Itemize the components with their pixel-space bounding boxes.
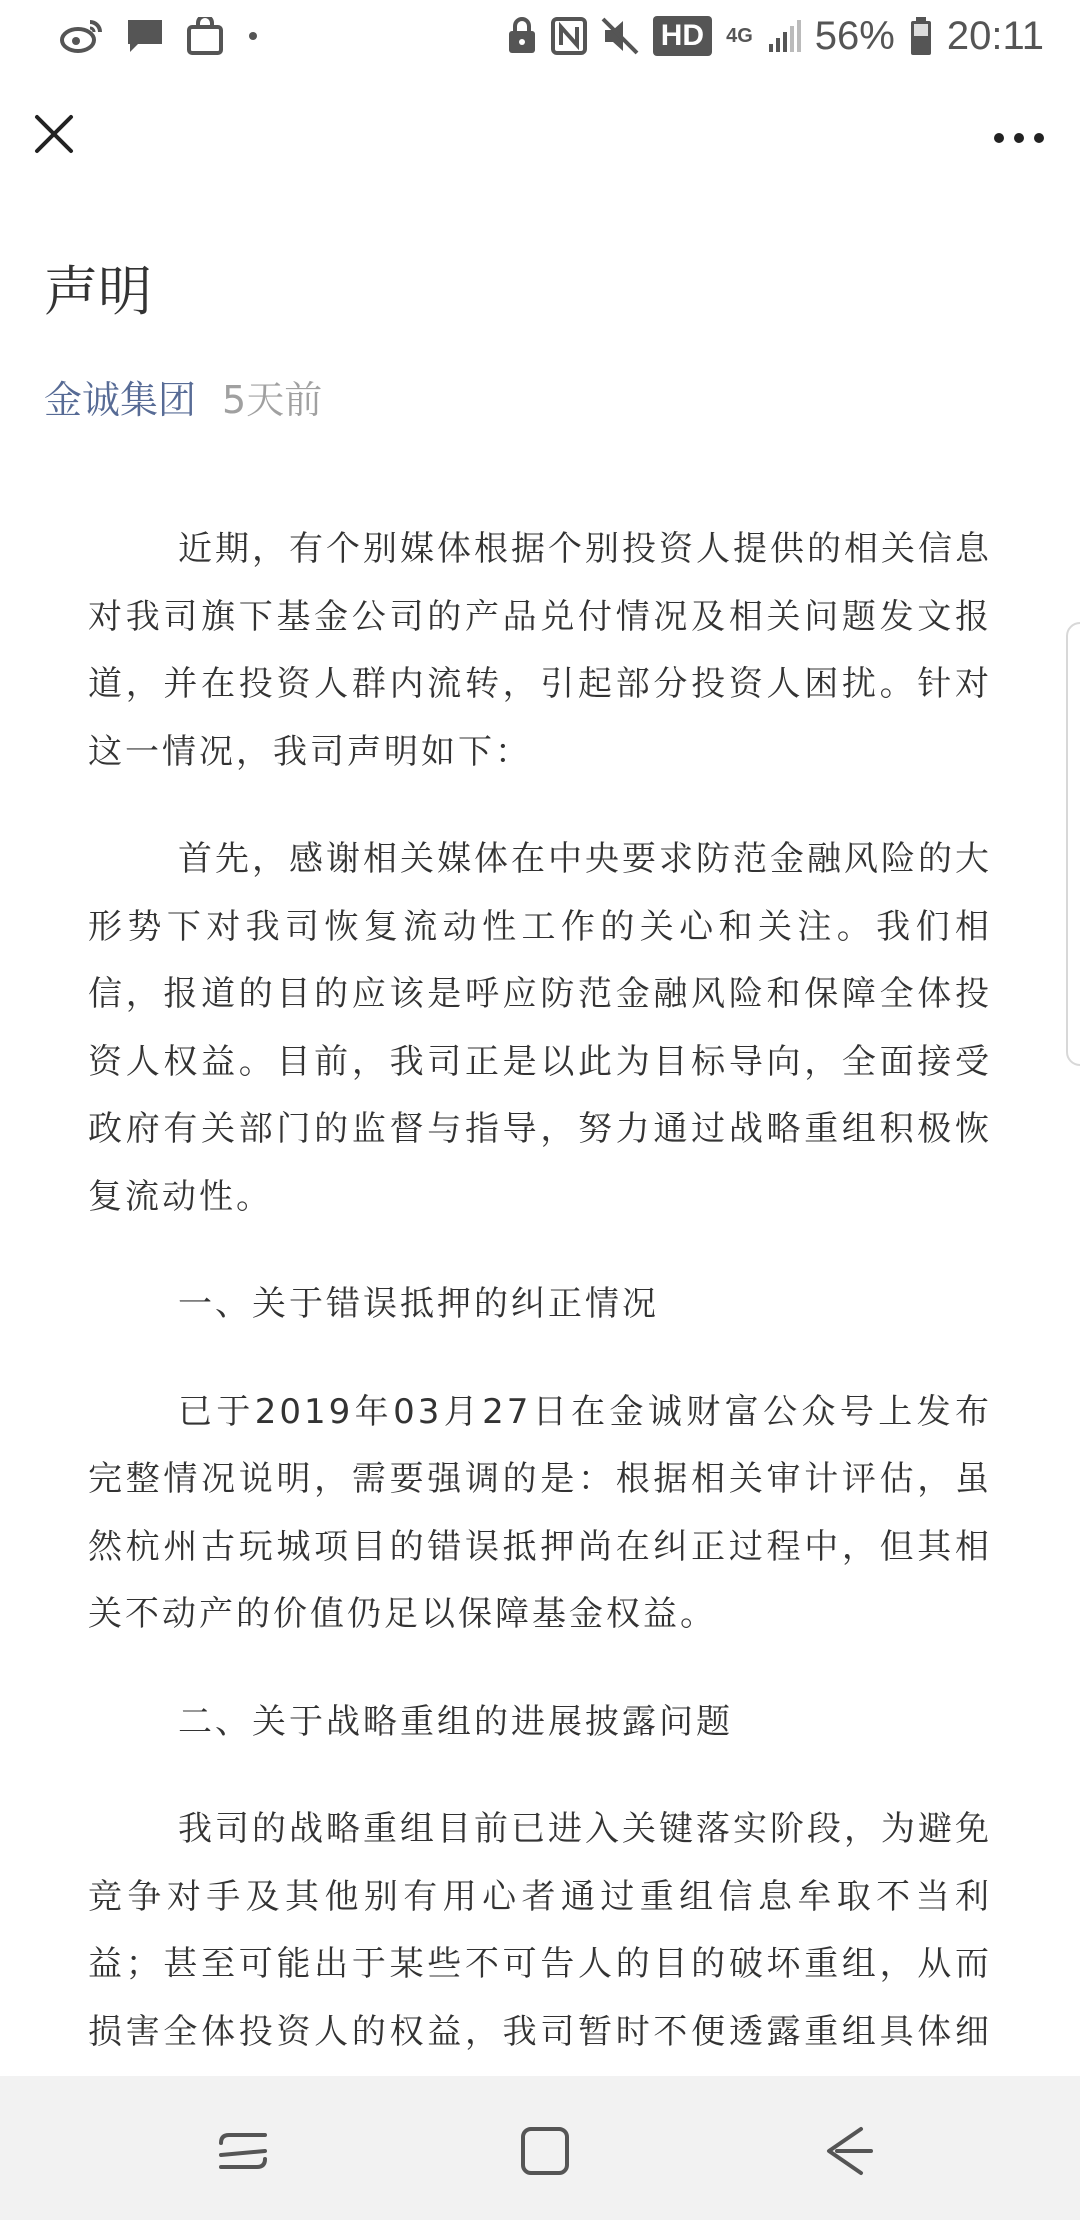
publish-time: 5天前 bbox=[222, 378, 323, 422]
article-body bbox=[88, 516, 992, 2174]
home-icon bbox=[517, 2123, 573, 2179]
status-right-icons bbox=[507, 12, 1044, 60]
recent-apps-icon bbox=[215, 2123, 271, 2179]
hd-badge: HD bbox=[653, 16, 712, 56]
navigation-bar bbox=[0, 2076, 1080, 2220]
back-icon bbox=[821, 2123, 877, 2179]
clock: 20:11 bbox=[946, 14, 1044, 58]
network-type: 4G bbox=[726, 25, 753, 47]
close-button[interactable] bbox=[26, 106, 82, 162]
battery-icon bbox=[909, 16, 933, 56]
weibo-icon bbox=[60, 18, 104, 54]
paragraph: 近期，有个别媒体根据个别投资人提供的相关信息对我司旗下基金公司的产品兑付情况及相关问题发文报道，并在投资人群内流转，引起部分投资人困扰。针对这一情况，我司声明如下： bbox=[88, 529, 992, 772]
more-options-button[interactable] bbox=[984, 110, 1054, 166]
nfc-icon bbox=[551, 17, 587, 55]
paragraph: 已于2019年03月27日在金诚财富公众号上发布完整情况说明，需要强调的是：根据相关审计评估，虽然杭州古玩城项目的错误抵押尚在纠正过程中，但其相关不动产的价值仍足以保障基金权益。 bbox=[88, 1391, 992, 1634]
section-heading: 一、关于错误抵押的纠正情况 bbox=[178, 1284, 659, 1324]
more-dots-icon bbox=[993, 132, 1045, 144]
status-bar bbox=[0, 0, 1080, 72]
section-heading: 二、关于战略重组的进展披露问题 bbox=[178, 1701, 733, 1742]
article-meta bbox=[44, 372, 322, 428]
home-button[interactable] bbox=[510, 2116, 580, 2186]
shopping-bag-icon bbox=[186, 17, 224, 55]
status-left-icons bbox=[60, 12, 260, 60]
edge-panel-handle[interactable] bbox=[1066, 622, 1080, 1066]
article-title: 声明 bbox=[44, 260, 152, 323]
close-icon bbox=[34, 114, 74, 154]
lock-icon bbox=[507, 17, 537, 55]
paragraph: 首先，感谢相关媒体在中央要求防范金融风险的大形势下对我司恢复流动性工作的关心和关注。我们相信，报道的目的应该是呼应防范金融风险和保障全体投资人权益。目前，我司正是以此为目标导向，全面接受政府有关部门的监督与指导，努力通过战略重组积极恢复流动性。 bbox=[88, 839, 992, 1217]
chat-icon bbox=[126, 18, 164, 54]
author-link[interactable]: 金诚集团 bbox=[44, 378, 197, 422]
back-button[interactable] bbox=[814, 2116, 884, 2186]
paragraph: 我司的战略重组目前已进入关键落实阶段，为避免竞争对手及其他别有用心者通过重组信息牟取不当利益；甚至可能出于某些不可告人的目的破坏重组，从而损害全体投资人的权益，我司暂时不便透露重组具体细 bbox=[88, 1809, 992, 2052]
dot-icon bbox=[246, 29, 260, 43]
mute-icon bbox=[601, 17, 639, 55]
signal-icon bbox=[767, 18, 801, 54]
battery-percent: 56% bbox=[814, 14, 895, 58]
recent-apps-button[interactable] bbox=[208, 2116, 278, 2186]
